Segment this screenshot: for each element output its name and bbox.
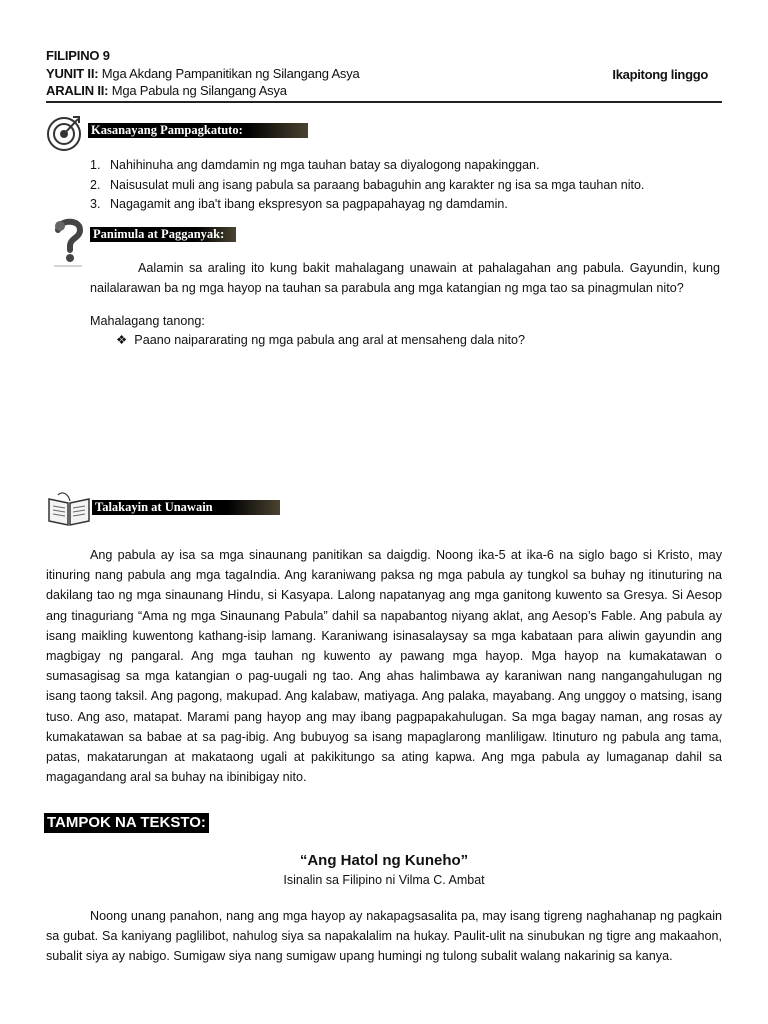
lesson-line (46, 83, 287, 99)
target-icon (44, 112, 84, 152)
question-mark-icon (50, 216, 86, 268)
story-subtitle: Isinalin sa Filipino ni Vilma C. Ambat (283, 873, 485, 887)
featured-label: TAMPOK NA TEKSTO: (44, 813, 209, 833)
week-label: Ikapitong linggo (612, 67, 708, 82)
intro-paragraph: Aalamin sa araling ito kung bakit mahalagang unawain at pahalagahan ang pabula. Gayundin, kung nailalarawan ba ng mga hayop na tauhan sa parabula ang mga katangian ng mga tao sa pinagmulan nito? (90, 261, 720, 295)
discuss-paragraph: Ang pabula ay isa sa mga sinaunang panitikan sa daigdig. Noong ika-5 at ika-6 na siglo bago si Kristo, may itinuring nang pabula ang mga tagaIndia. Ang karaniwang paksa ng mga pabula ay tungkol sa buhay ng itinuturing na dakilang tao ng mga sinaunang Hindu, si Kasyapa. Lalong napatanyag ang mga ganitong kuwento sa Gresya. Si Aesop ang tinaguriang “Ama ng mga Sinaunang Pabula” dahil sa napabantog niyang aklat, ang Aesop’s Fable. Ang pabula ay isang maikling kuwentong kathang-isip lamang. Karaniwang isinasalaysay sa mga kabataan para aliwin gayundin ang magbigay ng pangaral. Ang mga tauhan ng kuwento ay pawang mga hayop. Mga hayop na kumakatawan o sumasagisag sa mga katangian o pag-uugali ng tao. Ang ahas halimbawa ay karaniwan nang nangangahulugan ng isang taong taksil. Ang pagong, makupad. Ang kalabaw, matiyaga. Ang palaka, mayabang. Ang unggoy o matsing, isang tuso. Ang aso, matapat. Marami pang hayop ang may ibang pagpapakahulugan. Sa mga bagay naman, ang rosas ay kumakatawan sa babae at sa pag-ibig. Ang bubuyog sa isang mapaglarong manliligaw. Itinuturo ng pabula ang tama, patas, makatarungan at makataong ugali at pakikitungo sa ating kapwa. Ang mga pabula ay lumaganap dahil sa magagandang aral sa buhay na ibinibigay nito. (46, 548, 722, 785)
lesson-title: Mga Pabula ng Silangang Asya (111, 83, 287, 98)
story-paragraph: Noong unang panahon, nang ang mga hayop ay nakapagsasalita pa, may isang tigreng naghahanap ng pagkain sa gubat. Sa kaniyang paglilibot, nahulog siya sa napakalalim na hukay. Paulit-ulit na sinubukan ng tigre ang makaahon, subalit siya ay nabigo. Sumigaw siya nang sumigaw upang humingi ng tulong subalit walang nakarinig sa kanya. (46, 909, 722, 964)
discuss-label: Talakayin at Unawain (92, 500, 280, 515)
question-label: Mahalagang tanong: (90, 314, 205, 328)
list-item: 3. Nagagamit ang iba't ibang ekspresyon sa pagpapahayag ng damdamin. (90, 197, 508, 211)
bullet-icon: ❖ (116, 333, 128, 347)
unit-title: Mga Akdang Pampanitikan ng Silangang Asya (101, 66, 360, 81)
subject-title: FILIPINO 9 (46, 48, 110, 63)
unit-label: YUNIT II: (46, 66, 99, 81)
open-book-icon (46, 491, 92, 529)
intro-label: Panimula at Pagganyak: (90, 227, 236, 242)
competencies-label: Kasanayang Pampagkatuto: (88, 123, 308, 138)
competencies-list (90, 156, 644, 215)
list-item: 1. Nahihinuha ang damdamin ng mga tauhan batay sa diyalogong napakinggan. (90, 158, 540, 172)
header-divider (46, 101, 722, 103)
lesson-label: ARALIN II: (46, 83, 109, 98)
list-item: 2. Naisusulat muli ang isang pabula sa paraang babaguhin ang karakter ng isa sa mga tauhan nito. (90, 177, 645, 192)
question-item: ❖ Paano naipararating ng mga pabula ang aral at mensaheng dala nito? (116, 333, 525, 347)
unit-line (46, 66, 360, 82)
story-title: “Ang Hatol ng Kuneho” (299, 852, 469, 869)
